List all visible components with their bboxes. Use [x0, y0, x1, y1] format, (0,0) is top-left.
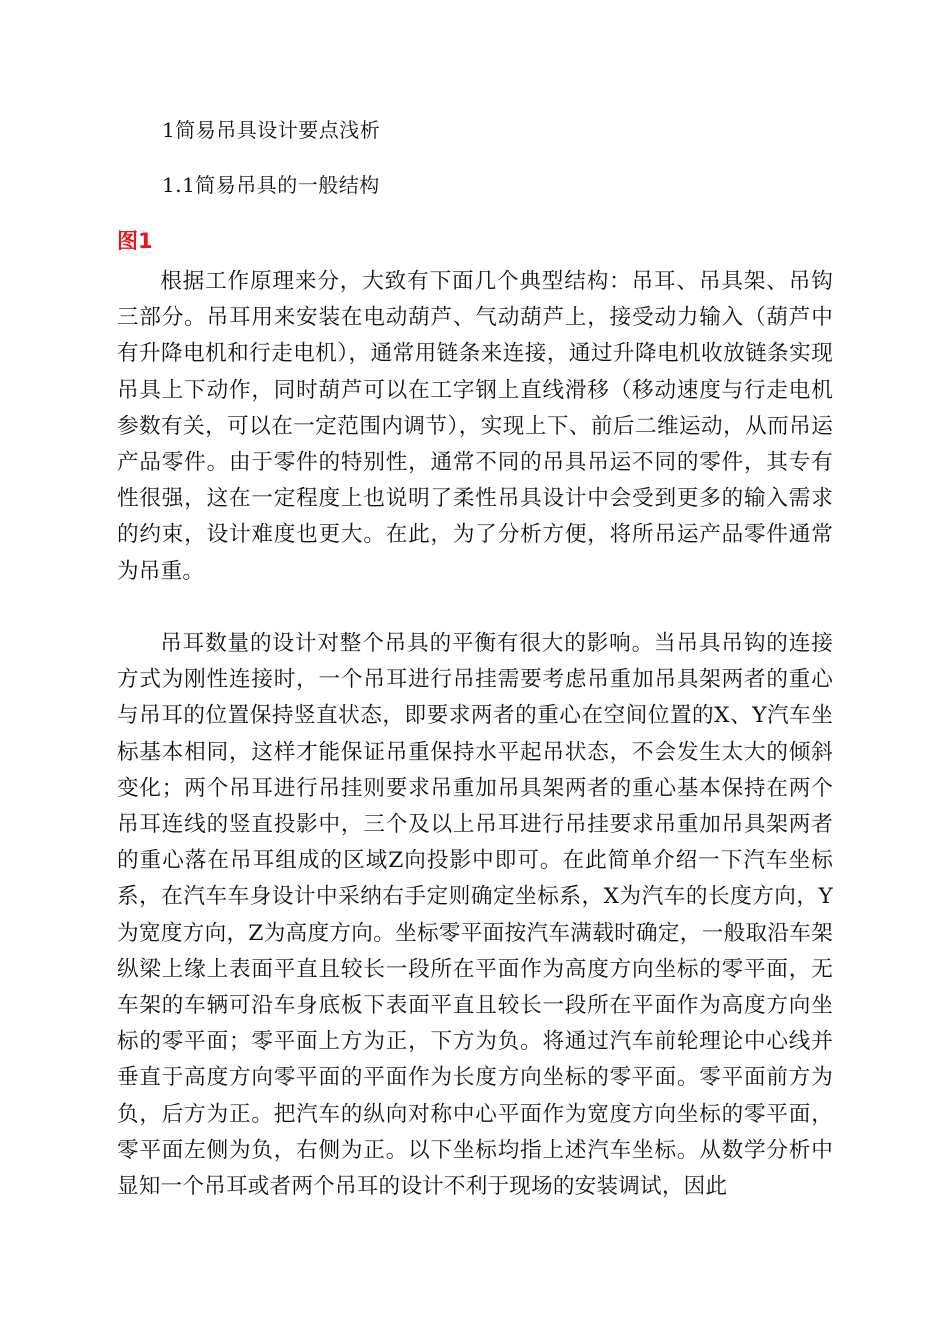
- body-paragraph-2: 吊耳数量的设计对整个吊具的平衡有很大的影响。当吊具吊钩的连接方式为刚性连接时，一个吊耳进行吊挂需要考虑吊重加吊具架两者的重心与吊耳的位置保持竖直状态，即要求两者的重心在空间位置的X、Y汽车坐标基本相同，这样才能保证吊重保持水平起吊状态，不会发生太大的倾斜变化；两个吊耳进行吊挂则要求吊重加吊具架两者的重心基本保持在两个吊耳连线的竖直投影中，三个及以上吊耳进行吊挂要求吊重加吊具架两者的重心落在吊耳组成的区域Z向投影中即可。在此简单介绍一下汽车坐标系，在汽车车身设计中采纳右手定则确定坐标系，X为汽车的长度方向，Y为宽度方向，Z为高度方向。坐标零平面按汽车满载时确定，一般取沿车架纵梁上缘上表面平直且较长一段所在平面作为高度方向坐标的零平面，无车架的车辆可沿车身底板下表面平直且较长一段所在平面作为高度方向坐标的零平面；零平面上方为正，下方为负。将通过汽车前轮理论中心线并垂直于高度方向零平面的平面作为长度方向坐标的零平面。零平面前方为负，后方为正。把汽车的纵向对称中心平面作为宽度方向坐标的零平面，零平面左侧为负，右侧为正。以下坐标均指上述汽车坐标。从数学分析中显知一个吊耳或者两个吊耳的设计不利于现场的安装调试，因此: [117, 631, 833, 1200]
- figure-label: 图1: [117, 229, 153, 253]
- subsection-heading: 1.1简易吊具的一般结构: [162, 173, 380, 197]
- body-paragraph-1: 根据工作原理来分，大致有下面几个典型结构：吊耳、吊具架、吊钩三部分。吊耳用来安装在电动葫芦、气动葫芦上，接受动力输入（葫芦中有升降电机和行走电机），通常用链条来连接，通过升降电机收放链条实现吊具上下动作，同时葫芦可以在工字钢上直线滑移（移动速度与行走电机参数有关，可以在一定范围内调节），实现上下、前后二维运动，从而吊运产品零件。由于零件的特别性，通常不同的吊具吊运不同的零件，其专有性很强，这在一定程度上也说明了柔性吊具设计中会受到更多的输入需求的约束，设计难度也更大。在此，为了分析方便，将所吊运产品零件通常为吊重。: [117, 269, 833, 584]
- section-heading: 1简易吊具设计要点浅析: [162, 118, 381, 142]
